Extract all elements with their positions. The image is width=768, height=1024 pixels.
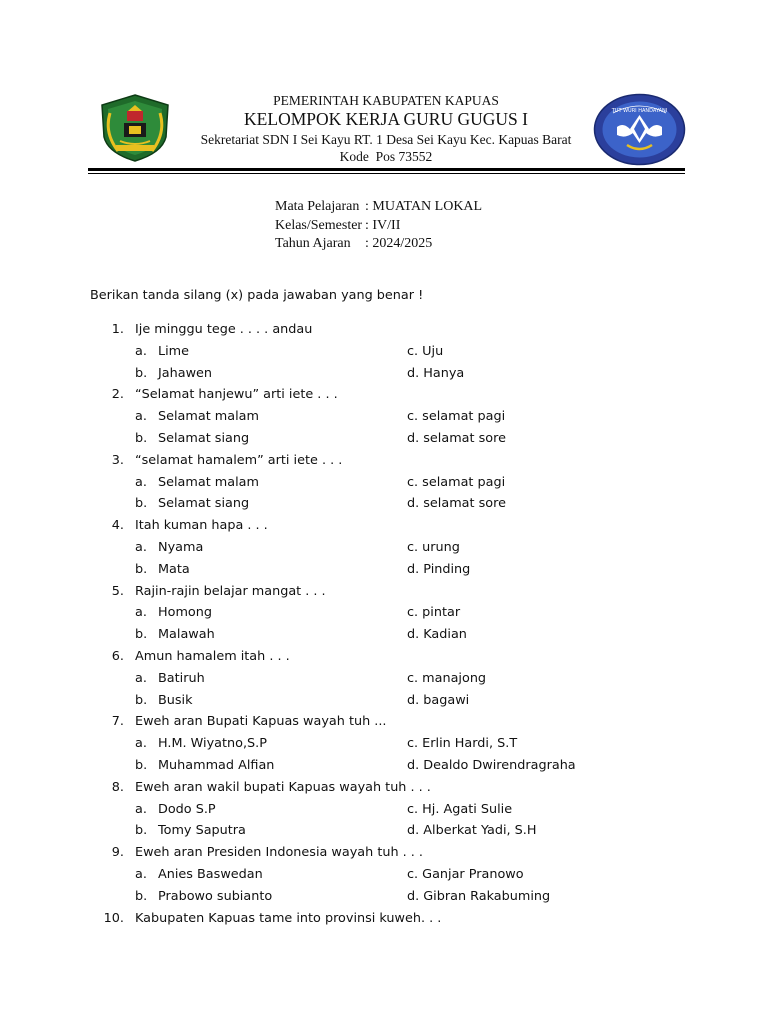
option-c: c. pintar bbox=[407, 605, 461, 621]
option-letter: b. bbox=[135, 888, 148, 904]
option-letter: a. bbox=[135, 409, 147, 425]
option-b: Jahawen bbox=[158, 365, 213, 381]
question-text: Eweh aran Bupati Kapuas wayah tuh ... bbox=[135, 714, 387, 730]
option-a: Selamat malam bbox=[158, 474, 259, 490]
option-b: Tomy Saputra bbox=[158, 823, 246, 839]
option-letter: b. bbox=[135, 692, 148, 708]
option-b: Mata bbox=[158, 561, 190, 577]
question-text: “Selamat hanjewu” arti iete . . . bbox=[135, 387, 338, 403]
option-letter: b. bbox=[135, 823, 148, 839]
option-a: Nyama bbox=[158, 539, 204, 555]
option-c: c. Hj. Agati Sulie bbox=[407, 801, 513, 817]
meta-label: Tahun Ajaran bbox=[275, 236, 351, 251]
address-block bbox=[186, 131, 586, 165]
address-line-2: Kode Pos 73552 bbox=[339, 149, 433, 164]
option-row bbox=[0, 864, 768, 886]
question-row bbox=[0, 319, 768, 341]
option-row bbox=[0, 363, 768, 385]
question-list bbox=[0, 319, 768, 929]
option-a: Dodo S.P bbox=[158, 801, 216, 817]
option-row bbox=[0, 668, 768, 690]
header-divider-thick bbox=[88, 168, 685, 171]
meta-label: Kelas/Semester bbox=[275, 217, 363, 233]
option-letter: a. bbox=[135, 801, 147, 817]
option-a: Homong bbox=[158, 605, 212, 621]
option-b: Busik bbox=[158, 692, 193, 708]
option-letter: b. bbox=[135, 496, 148, 512]
option-letter: a. bbox=[135, 343, 147, 359]
option-d: d. Gibran Rakabuming bbox=[407, 888, 551, 904]
question-row bbox=[0, 908, 768, 930]
tut-wuri-handayani-text: TUT WURI HANDAYANI bbox=[611, 108, 668, 114]
meta-year bbox=[275, 235, 482, 254]
option-row bbox=[0, 472, 768, 494]
option-c: c. selamat pagi bbox=[407, 474, 506, 490]
option-b: Selamat siang bbox=[158, 430, 250, 446]
option-d: d. selamat sore bbox=[407, 430, 506, 446]
option-a: Batiruh bbox=[158, 670, 205, 686]
question-row bbox=[0, 646, 768, 668]
question-number: 7. bbox=[111, 714, 124, 730]
option-letter: b. bbox=[135, 430, 148, 446]
question-row bbox=[0, 777, 768, 799]
question-row bbox=[0, 384, 768, 406]
meta-label: Mata Pelajaran bbox=[275, 199, 360, 214]
option-letter: b. bbox=[135, 627, 148, 643]
question-number: 1. bbox=[111, 322, 124, 337]
meta-class bbox=[275, 217, 482, 236]
question-text: Rajin-rajin belajar mangat . . . bbox=[135, 583, 326, 599]
option-letter: a. bbox=[135, 605, 147, 621]
group-title: KELOMPOK KERJA GURU GUGUS I bbox=[244, 109, 528, 129]
question-number: 3. bbox=[111, 452, 124, 468]
question-text: Eweh aran wakil bupati Kapuas wayah tuh . . . bbox=[135, 779, 431, 795]
option-a: Lime bbox=[158, 343, 190, 359]
exam-meta bbox=[275, 198, 482, 254]
option-row bbox=[0, 624, 768, 646]
option-d: d. Hanya bbox=[407, 365, 465, 381]
option-letter: a. bbox=[135, 866, 147, 882]
question-number: 6. bbox=[111, 648, 124, 664]
option-letter: a. bbox=[135, 539, 147, 555]
option-row bbox=[0, 690, 768, 712]
option-row bbox=[0, 493, 768, 515]
option-d: d. Dealdo Dwirendragraha bbox=[407, 757, 576, 773]
option-row bbox=[0, 602, 768, 624]
option-c: c. Erlin Hardi, S.T bbox=[407, 736, 518, 752]
meta-value: : MUATAN LOKAL bbox=[365, 199, 483, 214]
option-d: d. selamat sore bbox=[407, 496, 506, 512]
meta-subject bbox=[275, 198, 482, 217]
option-a: Anies Baswedan bbox=[158, 866, 263, 882]
option-row bbox=[0, 755, 768, 777]
option-row bbox=[0, 428, 768, 450]
option-row bbox=[0, 559, 768, 581]
question-number: 9. bbox=[111, 845, 124, 861]
option-row bbox=[0, 886, 768, 908]
question-text: Itah kuman hapa . . . bbox=[135, 518, 268, 534]
option-b: Muhammad Alfian bbox=[158, 757, 275, 773]
tut-wuri-handayani-emblem-icon bbox=[593, 93, 686, 166]
option-c: c. Uju bbox=[407, 343, 444, 359]
question-text: Eweh aran Presiden Indonesia wayah tuh . . . bbox=[135, 845, 423, 861]
question-number: 2. bbox=[111, 387, 124, 403]
option-d: d. Kadian bbox=[407, 627, 467, 643]
option-letter: b. bbox=[135, 365, 148, 381]
option-c: c. manajong bbox=[407, 670, 487, 686]
question-row bbox=[0, 842, 768, 864]
header-divider-thin bbox=[88, 173, 685, 174]
option-row bbox=[0, 537, 768, 559]
question-row bbox=[0, 450, 768, 472]
option-c: c. Ganjar Pranowo bbox=[407, 866, 524, 882]
kapuas-regency-emblem-icon bbox=[96, 93, 174, 163]
question-text: Ije minggu tege . . . . andau bbox=[135, 322, 313, 337]
address-line-1: Sekretariat SDN I Sei Kayu RT. 1 Desa Sei Kayu Kec. Kapuas Barat bbox=[200, 132, 572, 147]
option-b: Prabowo subianto bbox=[158, 888, 273, 904]
option-letter: a. bbox=[135, 474, 147, 490]
option-letter: b. bbox=[135, 561, 148, 577]
option-row bbox=[0, 733, 768, 755]
question-number: 5. bbox=[111, 583, 124, 599]
question-text: “selamat hamalem” arti iete . . . bbox=[135, 452, 343, 468]
instruction-text: Berikan tanda silang (x) pada jawaban yang benar ! bbox=[90, 288, 424, 303]
option-row bbox=[0, 799, 768, 821]
government-title: PEMERINTAH KABUPATEN KAPUAS bbox=[273, 93, 499, 108]
question-row bbox=[0, 711, 768, 733]
option-d: d. bagawi bbox=[407, 692, 470, 708]
question-text: Amun hamalem itah . . . bbox=[135, 648, 290, 664]
option-d: d. Pinding bbox=[407, 561, 471, 577]
question-row bbox=[0, 515, 768, 537]
option-c: c. urung bbox=[407, 539, 460, 555]
option-letter: a. bbox=[135, 736, 147, 752]
option-b: Selamat siang bbox=[158, 496, 250, 512]
option-letter: a. bbox=[135, 670, 147, 686]
question-number: 8. bbox=[111, 779, 124, 795]
question-row bbox=[0, 581, 768, 603]
question-number: 4. bbox=[111, 518, 124, 534]
option-a: Selamat malam bbox=[158, 409, 259, 425]
option-b: Malawah bbox=[158, 627, 215, 643]
option-d: d. Alberkat Yadi, S.H bbox=[407, 823, 537, 839]
option-row bbox=[0, 820, 768, 842]
option-c: c. selamat pagi bbox=[407, 409, 506, 425]
option-a: H.M. Wiyatno,S.P bbox=[158, 736, 267, 752]
question-text: Kabupaten Kapuas tame into provinsi kuweh. . . bbox=[135, 910, 442, 926]
option-letter: b. bbox=[135, 757, 148, 773]
meta-value: : IV/II bbox=[365, 217, 401, 233]
question-number: 10. bbox=[103, 910, 124, 926]
option-row bbox=[0, 406, 768, 428]
option-row bbox=[0, 341, 768, 363]
meta-value: : 2024/2025 bbox=[365, 236, 433, 251]
